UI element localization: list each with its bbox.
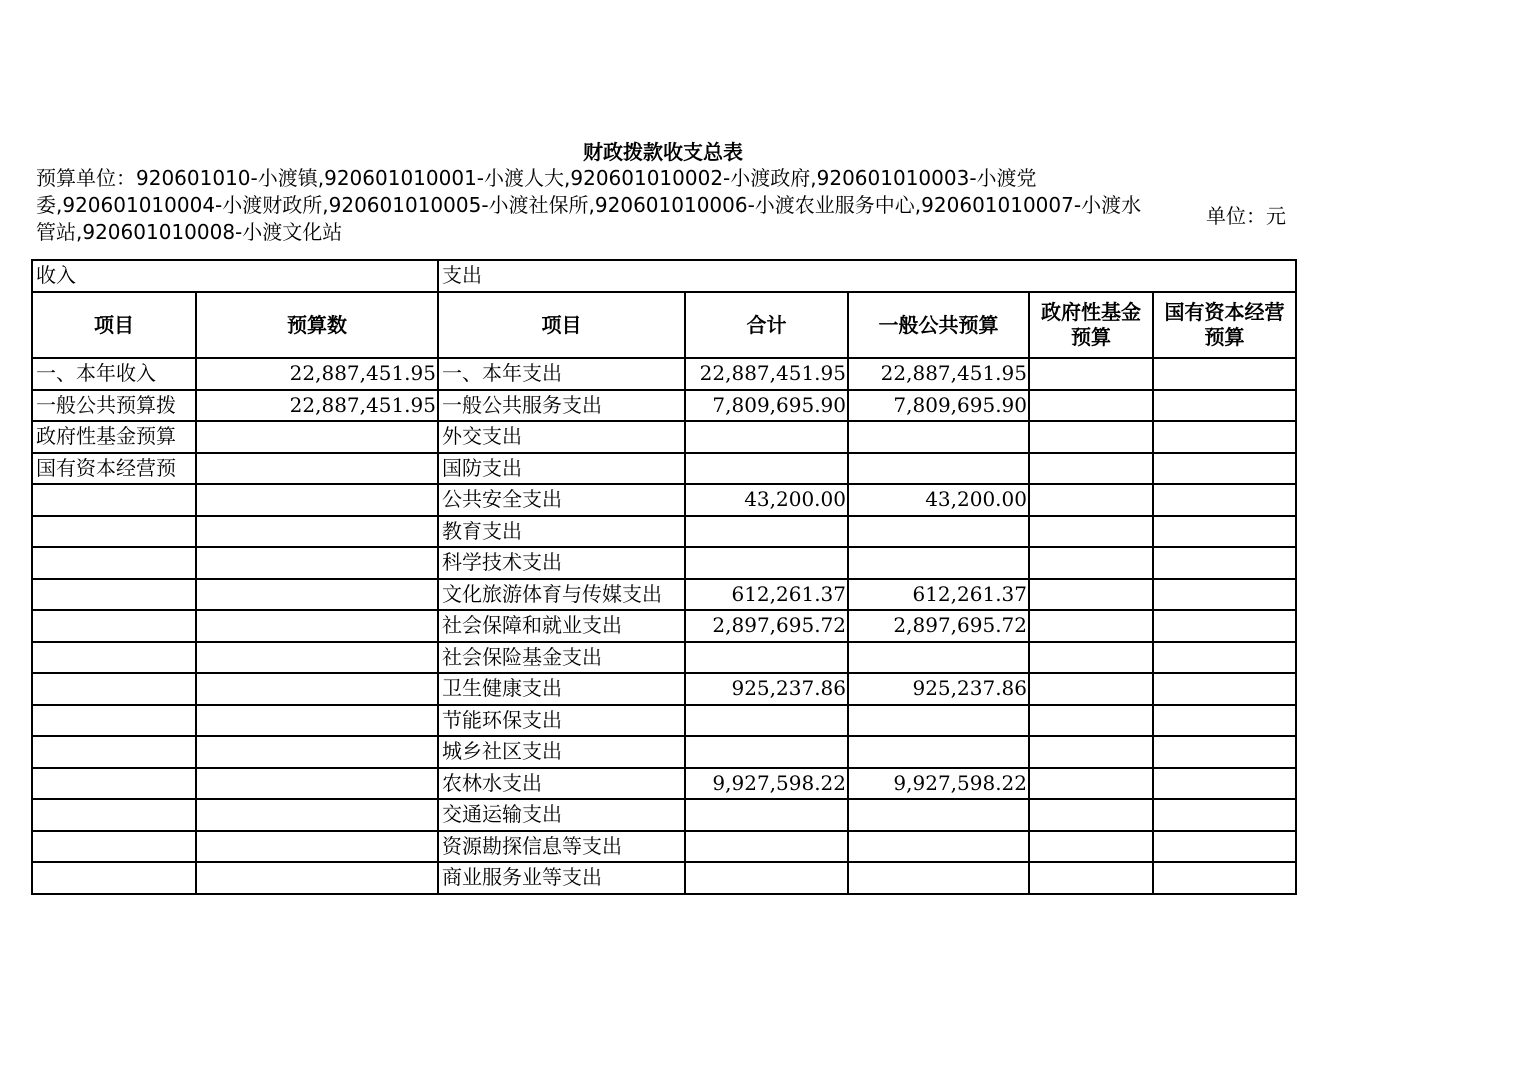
- total-cell: 925,237.86: [685, 673, 848, 705]
- general-budget-cell: [848, 547, 1029, 579]
- table-row: [32, 862, 1296, 894]
- state-capital-cell: [1153, 579, 1296, 611]
- currency-unit: 单位：元: [1206, 204, 1286, 228]
- expense-item-cell: 城乡社区支出: [438, 736, 685, 768]
- gov-fund-cell: [1029, 579, 1153, 611]
- section-income: 收入: [32, 260, 438, 292]
- general-budget-cell: [848, 736, 1029, 768]
- table-row: [32, 516, 1296, 548]
- state-capital-cell: [1153, 610, 1296, 642]
- income-item-cell: [32, 831, 196, 863]
- income-amount-cell: [196, 642, 438, 674]
- fiscal-budget-table: [31, 259, 1297, 895]
- income-item-cell: [32, 705, 196, 737]
- gov-fund-cell: [1029, 516, 1153, 548]
- expense-item-cell: 一、本年支出: [438, 358, 685, 390]
- table-row: [32, 642, 1296, 674]
- state-capital-cell: [1153, 547, 1296, 579]
- general-budget-cell: 43,200.00: [848, 484, 1029, 516]
- expense-item-cell: 社会保障和就业支出: [438, 610, 685, 642]
- report-title: 财政拨款收支总表: [583, 140, 743, 164]
- total-cell: [685, 547, 848, 579]
- gov-fund-cell: [1029, 484, 1153, 516]
- table-row: [32, 705, 1296, 737]
- state-capital-cell: [1153, 390, 1296, 422]
- expense-item-cell: 资源勘探信息等支出: [438, 831, 685, 863]
- total-cell: [685, 799, 848, 831]
- state-capital-cell: [1153, 799, 1296, 831]
- income-item-cell: [32, 484, 196, 516]
- total-cell: [685, 736, 848, 768]
- general-budget-cell: 9,927,598.22: [848, 768, 1029, 800]
- gov-fund-cell: [1029, 705, 1153, 737]
- gov-fund-cell: [1029, 862, 1153, 894]
- table-row: [32, 831, 1296, 863]
- income-amount-cell: 22,887,451.95: [196, 390, 438, 422]
- income-amount-cell: 22,887,451.95: [196, 358, 438, 390]
- income-item-cell: [32, 516, 196, 548]
- income-item-cell: [32, 736, 196, 768]
- income-amount-cell: [196, 705, 438, 737]
- general-budget-cell: [848, 421, 1029, 453]
- income-amount-cell: [196, 736, 438, 768]
- income-amount-cell: [196, 579, 438, 611]
- table-row: [32, 736, 1296, 768]
- section-expense: 支出: [438, 260, 1296, 292]
- table-row: [32, 610, 1296, 642]
- income-item-cell: 国有资本经营预: [32, 453, 196, 485]
- income-amount-cell: [196, 862, 438, 894]
- state-capital-cell: [1153, 831, 1296, 863]
- table-row: [32, 453, 1296, 485]
- state-capital-cell: [1153, 862, 1296, 894]
- budget-unit-line: 预算单位：920601010-小渡镇,920601010001-小渡人大,920601010002-小渡政府,920601010003-小渡党委,920601010004-小渡财政所,920601010005-小渡社保所,920601010006-小渡农业服务中心,920601010007-小渡水管站,920601010008-小渡文化站: [36, 166, 1142, 244]
- income-amount-cell: [196, 421, 438, 453]
- total-cell: 43,200.00: [685, 484, 848, 516]
- total-cell: 612,261.37: [685, 579, 848, 611]
- table-row: [32, 484, 1296, 516]
- col-income-budget: 预算数: [196, 292, 438, 358]
- table-row: [32, 390, 1296, 422]
- general-budget-cell: [848, 705, 1029, 737]
- income-item-cell: 一般公共预算拨: [32, 390, 196, 422]
- expense-item-cell: 交通运输支出: [438, 799, 685, 831]
- expense-item-cell: 节能环保支出: [438, 705, 685, 737]
- expense-item-cell: 科学技术支出: [438, 547, 685, 579]
- expense-item-cell: 国防支出: [438, 453, 685, 485]
- total-cell: [685, 516, 848, 548]
- total-cell: [685, 642, 848, 674]
- col-state-capital-budget: 国有资本经营预算: [1153, 292, 1296, 358]
- expense-item-cell: 公共安全支出: [438, 484, 685, 516]
- income-item-cell: [32, 799, 196, 831]
- general-budget-cell: 2,897,695.72: [848, 610, 1029, 642]
- expense-item-cell: 教育支出: [438, 516, 685, 548]
- total-cell: [685, 421, 848, 453]
- col-total: 合计: [685, 292, 848, 358]
- gov-fund-cell: [1029, 642, 1153, 674]
- state-capital-cell: [1153, 453, 1296, 485]
- state-capital-cell: [1153, 768, 1296, 800]
- total-cell: [685, 453, 848, 485]
- general-budget-cell: [848, 862, 1029, 894]
- income-item-cell: [32, 768, 196, 800]
- general-budget-cell: [848, 799, 1029, 831]
- income-amount-cell: [196, 673, 438, 705]
- gov-fund-cell: [1029, 421, 1153, 453]
- gov-fund-cell: [1029, 610, 1153, 642]
- expense-item-cell: 社会保险基金支出: [438, 642, 685, 674]
- expense-item-cell: 文化旅游体育与传媒支出: [438, 579, 685, 611]
- table-row: [32, 768, 1296, 800]
- state-capital-cell: [1153, 516, 1296, 548]
- state-capital-cell: [1153, 642, 1296, 674]
- income-item-cell: [32, 579, 196, 611]
- income-amount-cell: [196, 453, 438, 485]
- col-gov-fund-budget: 政府性基金预算: [1029, 292, 1153, 358]
- state-capital-cell: [1153, 736, 1296, 768]
- gov-fund-cell: [1029, 673, 1153, 705]
- table-row: [32, 547, 1296, 579]
- state-capital-cell: [1153, 705, 1296, 737]
- expense-item-cell: 外交支出: [438, 421, 685, 453]
- total-cell: [685, 705, 848, 737]
- column-header-row: [32, 292, 1296, 358]
- total-cell: 22,887,451.95: [685, 358, 848, 390]
- income-amount-cell: [196, 516, 438, 548]
- expense-item-cell: 农林水支出: [438, 768, 685, 800]
- general-budget-cell: [848, 453, 1029, 485]
- general-budget-cell: 925,237.86: [848, 673, 1029, 705]
- table-row: [32, 358, 1296, 390]
- income-amount-cell: [196, 547, 438, 579]
- expense-item-cell: 一般公共服务支出: [438, 390, 685, 422]
- table-row: [32, 799, 1296, 831]
- state-capital-cell: [1153, 673, 1296, 705]
- gov-fund-cell: [1029, 453, 1153, 485]
- general-budget-cell: 612,261.37: [848, 579, 1029, 611]
- col-expense-item: 项目: [438, 292, 685, 358]
- expense-item-cell: 商业服务业等支出: [438, 862, 685, 894]
- income-amount-cell: [196, 610, 438, 642]
- income-item-cell: [32, 642, 196, 674]
- section-header-row: [32, 260, 1296, 292]
- state-capital-cell: [1153, 421, 1296, 453]
- income-amount-cell: [196, 831, 438, 863]
- gov-fund-cell: [1029, 768, 1153, 800]
- table-row: [32, 579, 1296, 611]
- state-capital-cell: [1153, 358, 1296, 390]
- income-amount-cell: [196, 768, 438, 800]
- table-row: [32, 421, 1296, 453]
- income-item-cell: 一、本年收入: [32, 358, 196, 390]
- income-item-cell: [32, 673, 196, 705]
- gov-fund-cell: [1029, 799, 1153, 831]
- income-amount-cell: [196, 799, 438, 831]
- total-cell: 9,927,598.22: [685, 768, 848, 800]
- income-item-cell: [32, 610, 196, 642]
- total-cell: 7,809,695.90: [685, 390, 848, 422]
- total-cell: 2,897,695.72: [685, 610, 848, 642]
- general-budget-cell: [848, 516, 1029, 548]
- gov-fund-cell: [1029, 736, 1153, 768]
- gov-fund-cell: [1029, 390, 1153, 422]
- general-budget-cell: 7,809,695.90: [848, 390, 1029, 422]
- general-budget-cell: [848, 831, 1029, 863]
- table-row: [32, 673, 1296, 705]
- col-general-budget: 一般公共预算: [848, 292, 1029, 358]
- income-item-cell: 政府性基金预算: [32, 421, 196, 453]
- gov-fund-cell: [1029, 831, 1153, 863]
- income-amount-cell: [196, 484, 438, 516]
- total-cell: [685, 862, 848, 894]
- total-cell: [685, 831, 848, 863]
- gov-fund-cell: [1029, 547, 1153, 579]
- general-budget-cell: 22,887,451.95: [848, 358, 1029, 390]
- general-budget-cell: [848, 642, 1029, 674]
- income-item-cell: [32, 547, 196, 579]
- gov-fund-cell: [1029, 358, 1153, 390]
- state-capital-cell: [1153, 484, 1296, 516]
- col-income-item: 项目: [32, 292, 196, 358]
- income-item-cell: [32, 862, 196, 894]
- expense-item-cell: 卫生健康支出: [438, 673, 685, 705]
